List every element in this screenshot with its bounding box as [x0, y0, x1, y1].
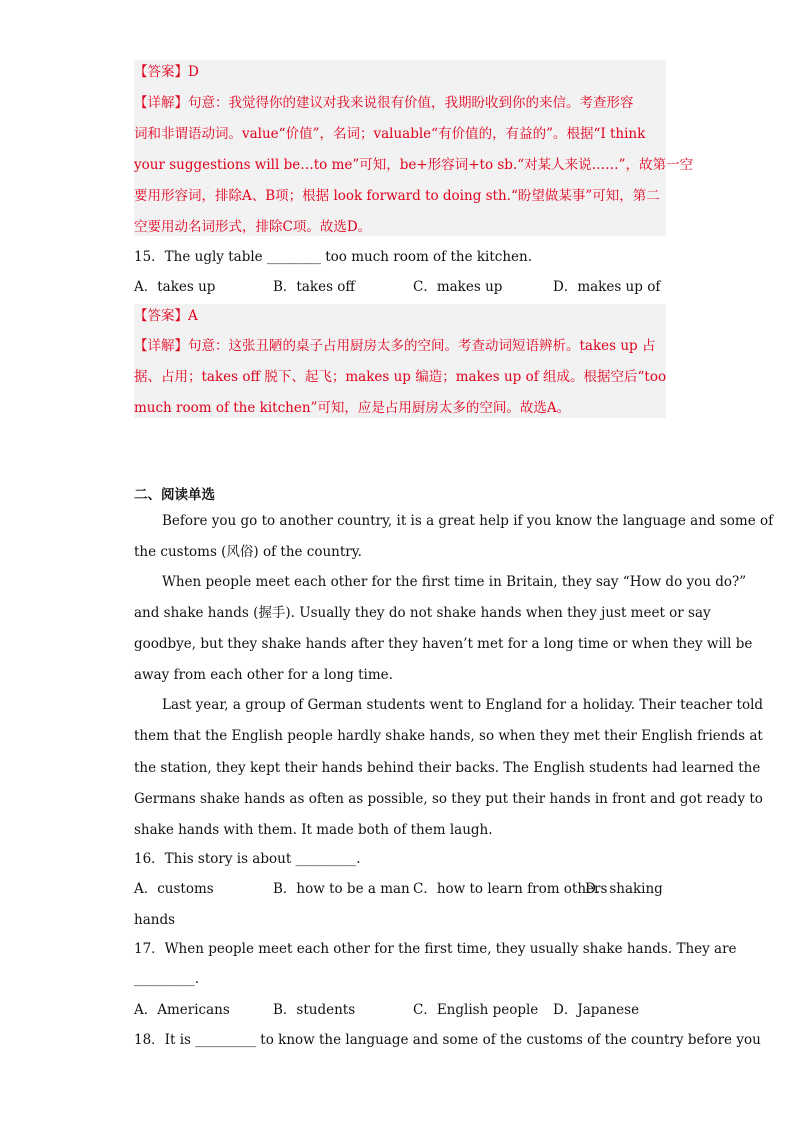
- passage-line: Before you go to another country, it is a great help if you know the language and some of: [162, 513, 774, 529]
- option-c-q17: C．English people: [413, 1002, 539, 1018]
- explanation-line: 空要用动名词形式，排除C项。故选D。: [134, 219, 372, 235]
- passage-line: them that the English people hardly shake hands, so when they met their English friends at: [134, 728, 763, 744]
- option-a-q16: A．customs: [134, 881, 214, 897]
- question-stem-q16: 16．This story is about _________.: [134, 851, 361, 867]
- passage-line: the station, they kept their hands behind their backs. The English students had learned the: [134, 760, 761, 776]
- question-stem-q17: 17．When people meet each other for the first time, they usually shake hands. They are: [134, 941, 737, 957]
- explanation-line: 词和非谓语动词。value“价值”，名词；valuable“有价值的，有益的”。根据“I think: [134, 126, 646, 142]
- passage-line: away from each other for a long time.: [134, 667, 393, 683]
- explanation-line: 据、占用；takes off 脱下、起飞；makes up 编造；makes up of 组成。根据空后“too: [134, 369, 667, 385]
- option-c-q16: C．how to learn from others: [413, 881, 608, 897]
- passage-line: shake hands with them. It made both of them laugh.: [134, 822, 493, 838]
- question-stem-q18: 18．It is _________ to know the language and some of the customs of the country before you: [134, 1032, 761, 1048]
- passage-line: Germans shake hands as often as possible, so they put their hands in front and got ready to: [134, 791, 763, 807]
- passage-line: Last year, a group of German students went to England for a holiday. Their teacher told: [162, 697, 764, 713]
- explanation-line: much room of the kitchen”可知，应是占用厨房太多的空间。故选A。: [134, 400, 571, 416]
- option-c-q15: C．makes up: [413, 279, 503, 295]
- option-d-q17: D．Japanese: [553, 1002, 640, 1018]
- question-stem-q15: 15．The ugly table ________ too much room of the kitchen.: [134, 249, 533, 265]
- explanation-line: 【详解】句意：我觉得你的建议对我来说很有价值，我期盼收到你的来信。考查形容: [134, 95, 634, 111]
- passage-line: goodbye, but they shake hands after they haven’t met for a long time or when they will be: [134, 636, 753, 652]
- option-b-q16: B．how to be a man: [273, 881, 410, 897]
- answer-box-q14: [134, 60, 666, 236]
- option-d-q15: D．makes up of: [553, 279, 661, 295]
- explanation-line: 【详解】句意：这张丑陋的桌子占用厨房太多的空间。考查动词短语辨析。takes up 占: [134, 338, 656, 354]
- question-blank-q17: _________.: [134, 971, 200, 987]
- section-title: 二、阅读单选: [134, 487, 215, 503]
- option-b-q17: B．students: [273, 1002, 356, 1018]
- passage-line: the customs (风俗) of the country.: [134, 544, 362, 560]
- option-b-q15: B．takes off: [273, 279, 356, 295]
- option-a-q17: A．Americans: [134, 1002, 230, 1018]
- answer-label-q14: 【答案】D: [134, 64, 199, 80]
- passage-line: and shake hands (握手). Usually they do not shake hands when they just meet or say: [134, 605, 711, 621]
- explanation-line: 要用形容词，排除A、B项；根据 look forward to doing sth.“盼望做某事”可知，第二: [134, 188, 660, 204]
- passage-line: When people meet each other for the first time in Britain, they say “How do you do?”: [162, 574, 747, 590]
- option-a-q15: A．takes up: [134, 279, 216, 295]
- option-d-q16: D．shaking: [585, 881, 663, 897]
- option-continuation-q16: hands: [134, 912, 176, 928]
- answer-label-q15: 【答案】A: [134, 308, 198, 324]
- explanation-line: your suggestions will be…to me”可知，be+形容词+to sb.“对某人来说……”，故第一空: [134, 157, 694, 173]
